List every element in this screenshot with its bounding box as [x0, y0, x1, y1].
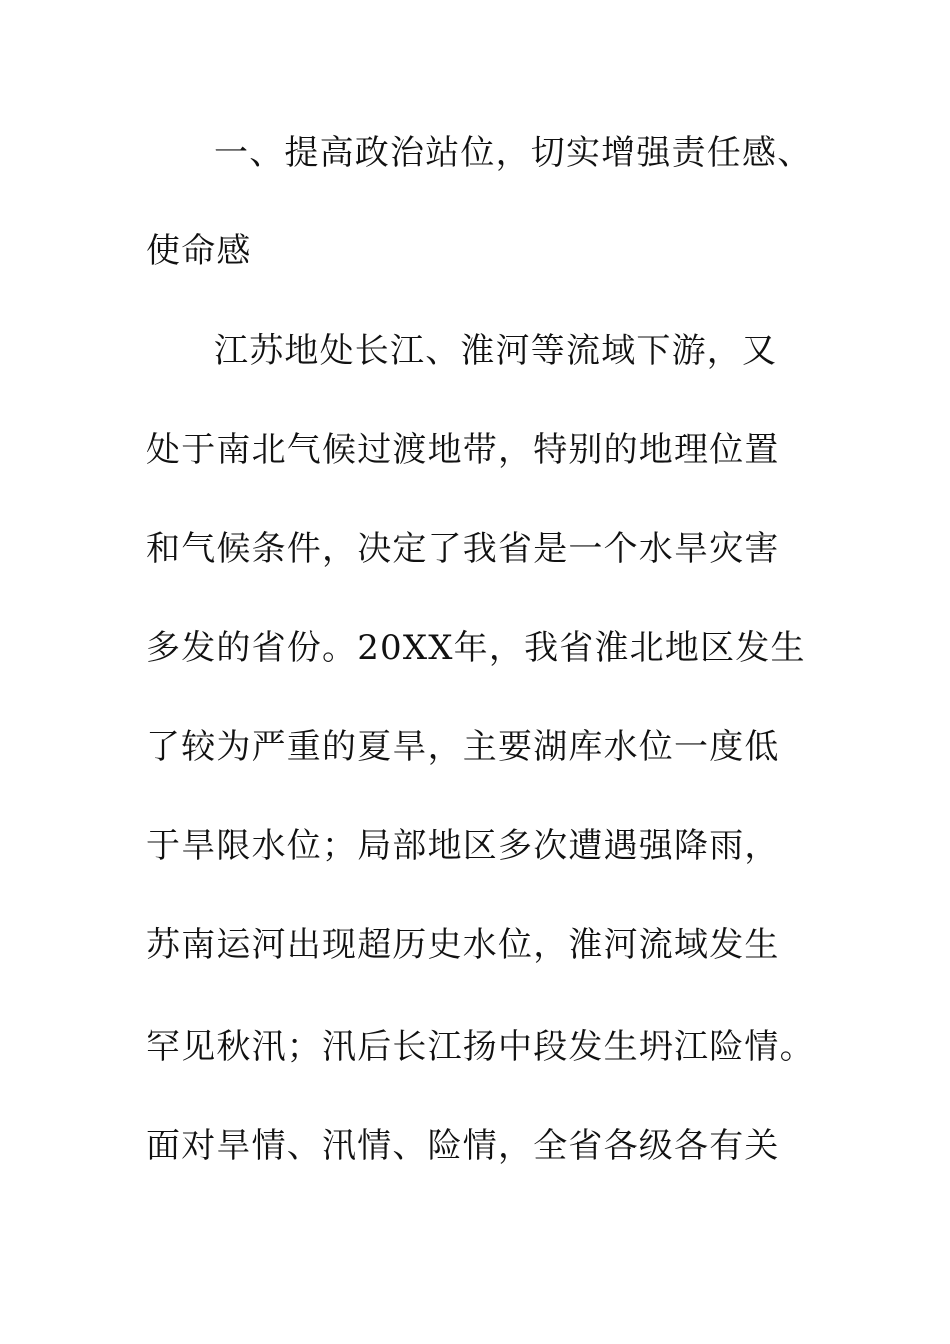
paragraph-line: 处于南北气候过渡地带，特别的地理位置	[146, 430, 780, 470]
section-heading-line-1: 一、提高政治站位，切实增强责任感、	[214, 133, 813, 173]
paragraph-line: 多发的省份。20XX年，我省淮北地区发生	[146, 628, 806, 668]
paragraph-line: 和气候条件，决定了我省是一个水旱灾害	[146, 529, 780, 569]
section-heading-line-2: 使命感	[146, 231, 252, 271]
paragraph-line: 江苏地处长江、淮河等流域下游，又	[214, 331, 778, 371]
paragraph-line: 了较为严重的夏旱，主要湖库水位一度低	[146, 727, 780, 767]
paragraph-line: 苏南运河出现超历史水位，淮河流域发生	[146, 925, 780, 965]
paragraph-line: 罕见秋汛；汛后长江扬中段发生坍江险情。	[146, 1027, 815, 1067]
paragraph-line: 于旱限水位；局部地区多次遭遇强降雨，	[146, 826, 780, 866]
paragraph-line: 面对旱情、汛情、险情，全省各级各有关	[146, 1126, 780, 1166]
